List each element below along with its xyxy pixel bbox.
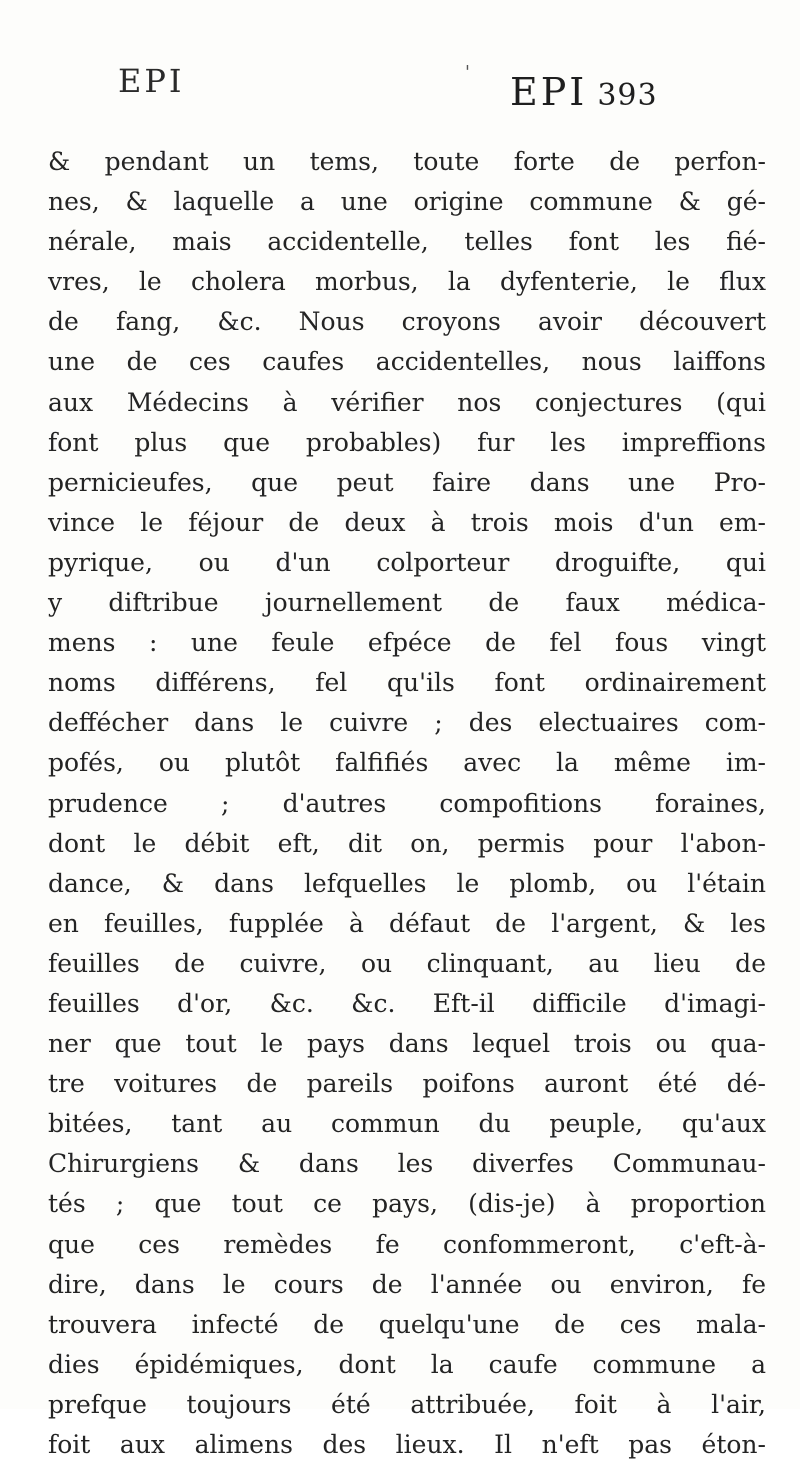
running-header — [0, 52, 800, 112]
text-line: & pendant un tems, toute forte de perfon- — [48, 147, 766, 176]
text-line: font plus que probables) fur les impreffions — [48, 427, 766, 457]
text-line: de fang, &c. Nous croyons avoir découvert — [48, 307, 766, 337]
text-line: prudence ; d'autres compofitions foraines, — [48, 788, 766, 818]
text-line: noms différens, fel qu'ils font ordinairement — [48, 668, 766, 698]
text-line: trouvera infecté de quelqu'une de ces mala- — [48, 1309, 766, 1339]
text-line: prefque toujours été attribuée, foit à l'air, — [48, 1389, 766, 1419]
text-line: ner que tout le pays dans lequel trois ou qua- — [48, 1029, 766, 1059]
header-mark: ' — [465, 62, 470, 83]
text-line: en feuilles, fupplée à défaut de l'argent, & les — [48, 908, 766, 938]
right-running-head-text: EPI — [510, 70, 588, 114]
text-line: dire, dans le cours de l'année ou environ, fe — [48, 1269, 766, 1299]
text-line: nes, & laquelle a une origine commune & gé- — [48, 187, 766, 217]
text-line: mens : une feule efpéce de fel fous vingt — [48, 628, 766, 658]
text-line: bitées, tant au commun du peuple, qu'aux — [48, 1109, 766, 1139]
text-line: une de ces caufes accidentelles, nous laiffons — [48, 347, 766, 377]
text-line: tés ; que tout ce pays, (dis-je) à proportion — [48, 1189, 766, 1219]
text-line: tre voitures de pareils poifons auront été dé- — [48, 1069, 766, 1099]
text-line: pernicieufes, que peut faire dans une Pro- — [48, 467, 766, 497]
text-line: foit aux alimens des lieux. Il n'eft pas éton- — [48, 1430, 766, 1459]
text-line: y diftribue journellement de faux médica- — [48, 588, 766, 618]
text-line: Chirurgiens & dans les diverfes Communau- — [48, 1149, 766, 1179]
text-line: feuilles d'or, &c. &c. Eft-il difficile d'imagi- — [48, 988, 766, 1018]
text-line: aux Médecins à vérifier nos conjectures (qui — [48, 387, 766, 417]
text-line: vince le féjour de deux à trois mois d'un em- — [48, 507, 766, 537]
left-running-head: EPI — [118, 62, 185, 100]
page-number: 393 — [597, 78, 658, 113]
body-text — [48, 142, 766, 1465]
text-line: que ces remèdes fe confommeront, c'eft-à- — [48, 1229, 766, 1259]
text-line: feuilles de cuivre, ou clinquant, au lieu de — [48, 948, 766, 978]
text-line: pyrique, ou d'un colporteur droguifte, qui — [48, 547, 766, 577]
right-running-head — [510, 70, 658, 114]
text-line: nérale, mais accidentelle, telles font les fié- — [48, 227, 766, 257]
text-line: dance, & dans lefquelles le plomb, ou l'étain — [48, 868, 766, 898]
text-line: vres, le cholera morbus, la dyfenterie, le flux — [48, 267, 766, 297]
text-line: dont le débit eft, dit on, permis pour l'abon- — [48, 828, 766, 858]
text-line: dies épidémiques, dont la caufe commune a — [48, 1349, 766, 1379]
text-line: deffécher dans le cuivre ; des electuaires com- — [48, 708, 766, 738]
text-line: pofés, ou plutôt falfifiés avec la même im- — [48, 748, 766, 778]
